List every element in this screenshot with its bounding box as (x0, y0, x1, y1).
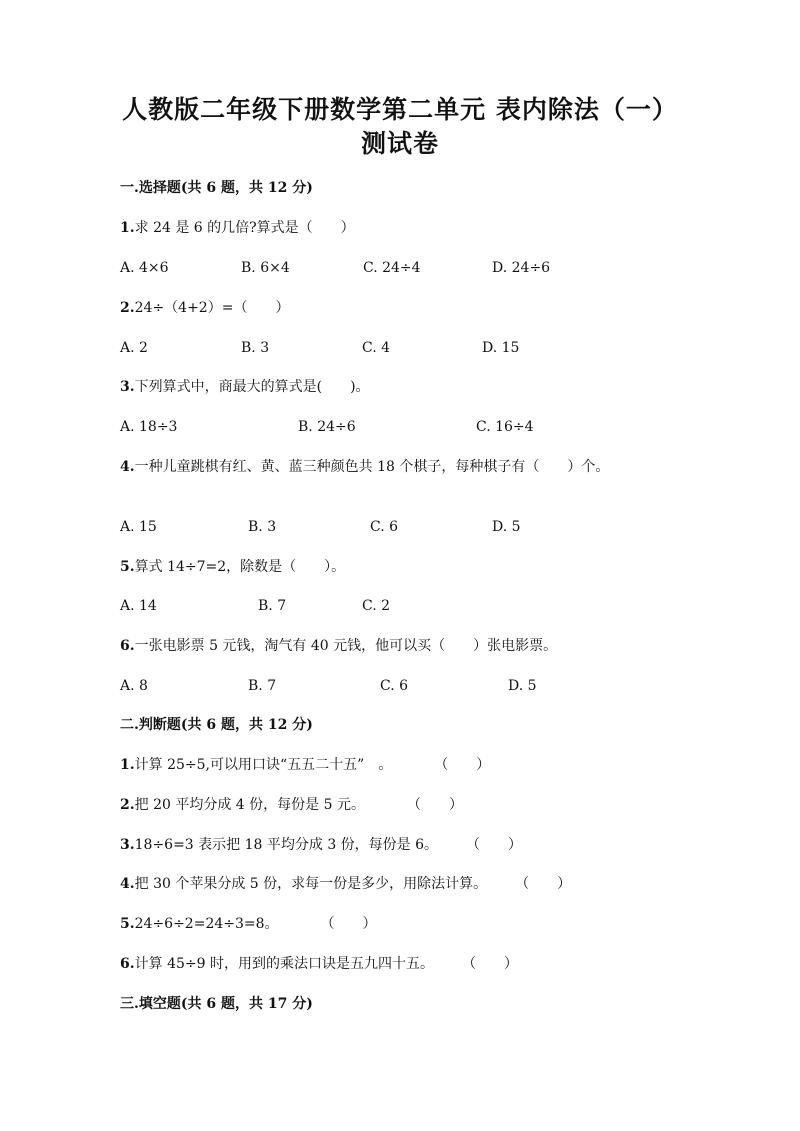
option: D. 5 (508, 678, 537, 694)
question-number: 1. (120, 220, 135, 236)
question-text: 计算 45÷9 时，用到的乘法口诀是五九四十五。 （ ） (134, 956, 518, 972)
section-heading-fill-in: 三.填空题(共 6 题，共 17 分) (120, 996, 313, 1012)
option: D. 15 (482, 340, 520, 356)
question (120, 756, 490, 774)
question-text: 一张电影票 5 元钱，淘气有 40 元钱，他可以买（ ）张电影票。 (134, 638, 558, 654)
option: C. 24÷4 (363, 260, 421, 276)
option: A. 18÷3 (120, 419, 178, 435)
question-number: 6. (120, 956, 135, 972)
question (120, 378, 370, 396)
page-title: 人教版二年级下册数学第二单元 表内除法（一） (122, 95, 678, 124)
option: B. 24÷6 (298, 419, 356, 435)
question (120, 219, 355, 237)
question (120, 299, 289, 317)
question-text: 算式 14÷7=2，除数是（ ）。 (134, 559, 346, 575)
question-number: 4. (120, 459, 135, 475)
question-text: 24÷（4+2）=（ ） (134, 300, 290, 316)
question (120, 915, 377, 933)
question-number: 6. (120, 638, 135, 654)
question-text: 下列算式中，商最大的算式是( )。 (134, 379, 370, 395)
option: C. 2 (362, 598, 391, 614)
option: C. 16÷4 (476, 419, 534, 435)
section-heading-choice: 一.选择题(共 6 题，共 12 分) (120, 180, 313, 196)
question-number: 2. (120, 300, 135, 316)
question-text: 把 20 平均分成 4 份，每份是 5 元。 （ ） (134, 797, 463, 813)
question (120, 637, 557, 655)
question-number: 3. (120, 837, 135, 853)
question-text: 求 24 是 6 的几倍?算式是（ ） (134, 220, 355, 236)
option: C. 6 (370, 519, 399, 535)
question-number: 5. (120, 916, 135, 932)
question (120, 796, 463, 814)
question (120, 955, 518, 973)
question (120, 458, 609, 476)
question-text: 计算 25÷5,可以用口诀“五五二十五” 。 （ ） (134, 757, 491, 773)
question (120, 558, 345, 576)
question-text: 一种儿童跳棋有红、黄、蓝三种颜色共 18 个棋子，每种棋子有（ ）个。 (134, 459, 610, 475)
option: C. 4 (362, 340, 391, 356)
question-text: 18÷6=3 表示把 18 平均分成 3 份，每份是 6。 （ ） (134, 837, 523, 853)
question-number: 2. (120, 797, 135, 813)
page-subtitle: 测试卷 (360, 129, 439, 158)
option: A. 15 (120, 519, 157, 535)
option: A. 8 (120, 678, 148, 694)
option: C. 6 (380, 678, 409, 694)
option: A. 4×6 (120, 260, 169, 276)
option: B. 3 (241, 340, 270, 356)
option: A. 2 (120, 340, 148, 356)
option: A. 14 (120, 598, 157, 614)
question (120, 836, 522, 854)
option: B. 6×4 (241, 260, 290, 276)
question-number: 1. (120, 757, 135, 773)
question-text: 24÷6÷2=24÷3=8。 （ ） (134, 916, 377, 932)
option: D. 24÷6 (492, 260, 551, 276)
option: B. 7 (258, 598, 287, 614)
question-number: 4. (120, 876, 135, 892)
question (120, 875, 571, 893)
option: B. 3 (248, 519, 277, 535)
option: B. 7 (248, 678, 277, 694)
question-number: 5. (120, 559, 135, 575)
section-heading-judgement: 二.判断题(共 6 题，共 12 分) (120, 717, 313, 733)
question-text: 把 30 个苹果分成 5 份，求每一份是多少，用除法计算。 （ ） (134, 876, 572, 892)
question-number: 3. (120, 379, 135, 395)
option: D. 5 (492, 519, 521, 535)
